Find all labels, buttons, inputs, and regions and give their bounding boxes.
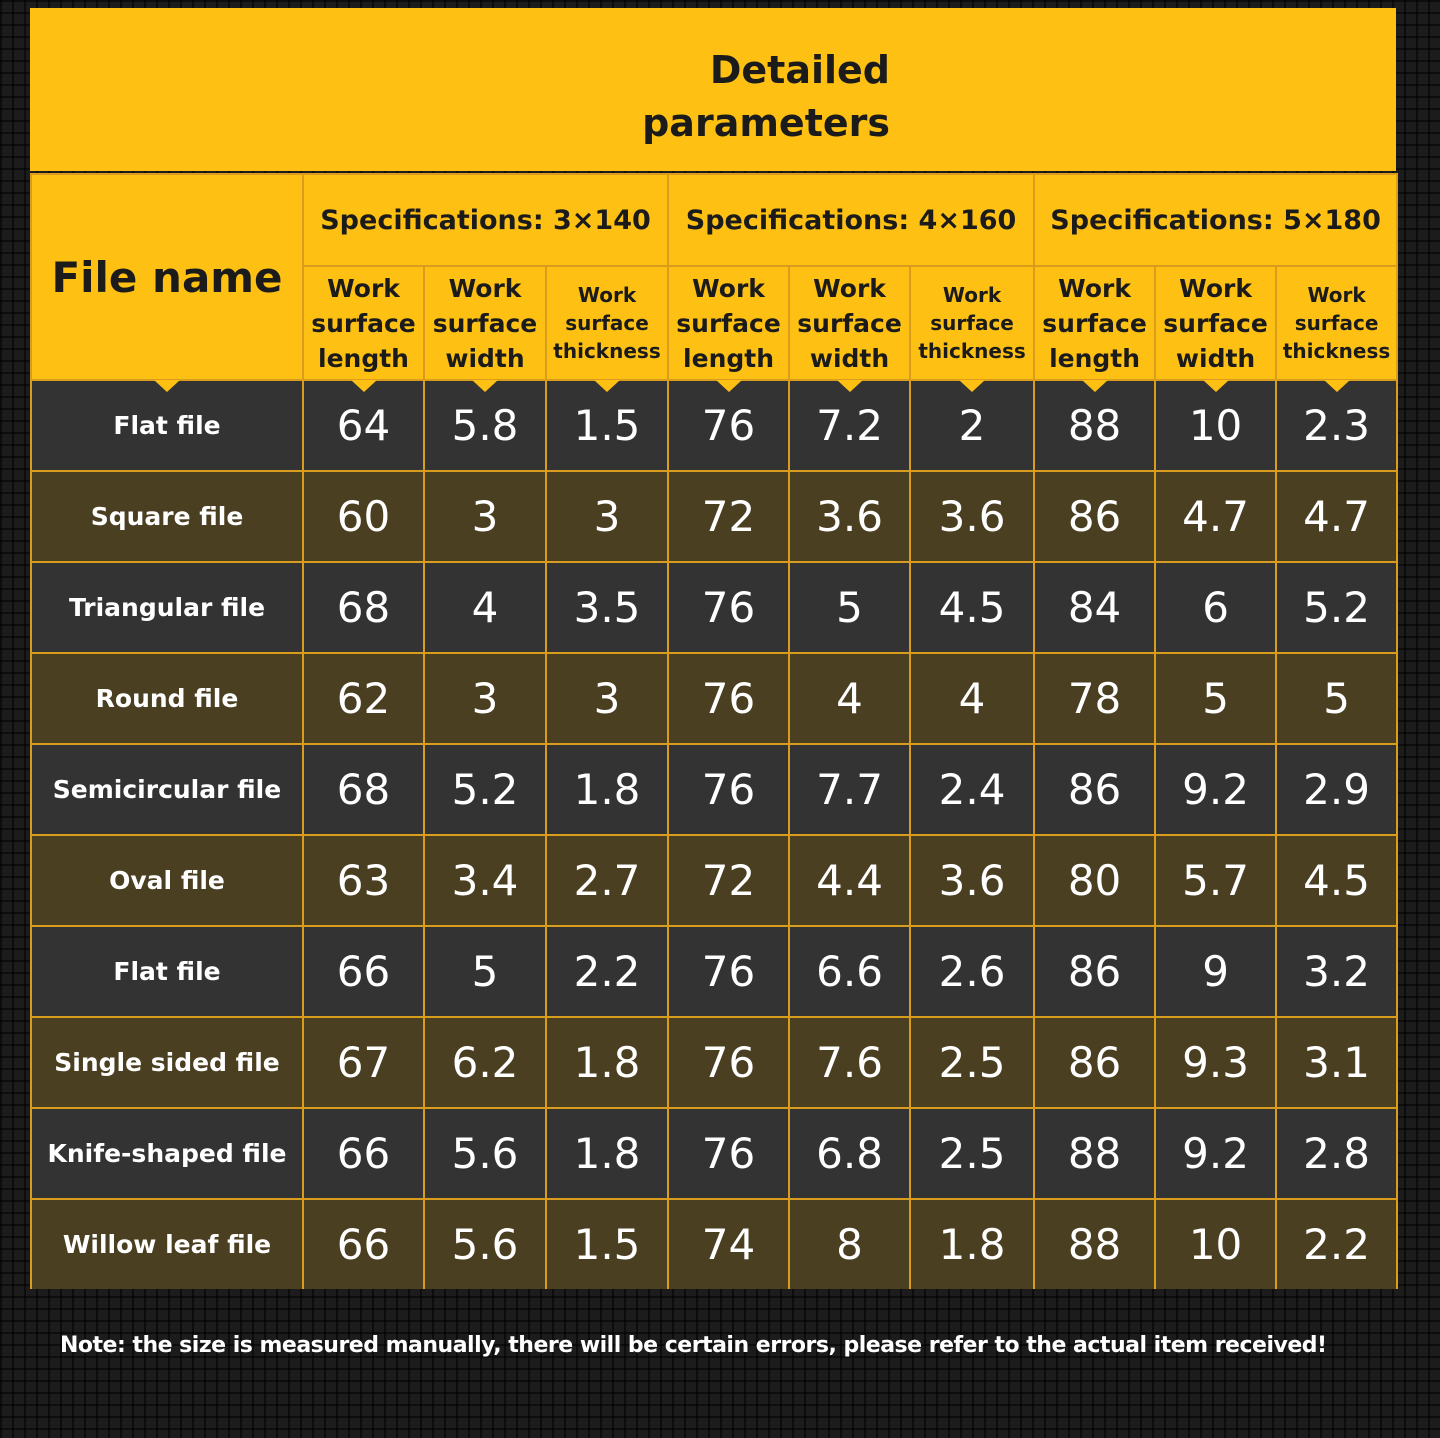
- value-cell: 2.5: [910, 1108, 1034, 1199]
- value-cell: 2.4: [910, 744, 1034, 835]
- table-row: [31, 380, 1397, 471]
- value-cell: 5: [1276, 653, 1397, 744]
- file-name-cell: Oval file: [31, 835, 303, 926]
- value-cell: 80: [1034, 835, 1155, 926]
- header-pointer: [154, 380, 180, 392]
- header-pointer: [472, 380, 498, 392]
- value-cell: 4: [789, 653, 910, 744]
- header-pointer: [716, 380, 742, 392]
- value-cell: 2.2: [1276, 1199, 1397, 1289]
- value-cell: 62: [303, 653, 424, 744]
- measurement-note: Note: the size is measured manually, there will be certain errors, please refer to the actual item received!: [60, 1333, 1327, 1358]
- value-cell: 1.8: [910, 1199, 1034, 1289]
- value-cell: 4.5: [1276, 835, 1397, 926]
- value-cell: 2: [910, 380, 1034, 471]
- value-cell: 86: [1034, 1017, 1155, 1108]
- file-name-cell: Single sided file: [31, 1017, 303, 1108]
- value-cell: 2.7: [546, 835, 668, 926]
- value-cell: 76: [668, 380, 789, 471]
- value-cell: 2.8: [1276, 1108, 1397, 1199]
- value-cell: 66: [303, 926, 424, 1017]
- parameters-table: [30, 173, 1398, 1289]
- value-cell: 4: [424, 562, 546, 653]
- value-cell: 5: [424, 926, 546, 1017]
- table-row: [31, 835, 1397, 926]
- sub-header-thickness: Work surface thickness: [910, 266, 1034, 380]
- value-cell: 6.8: [789, 1108, 910, 1199]
- value-cell: 3.4: [424, 835, 546, 926]
- value-cell: 5.6: [424, 1108, 546, 1199]
- value-cell: 76: [668, 1017, 789, 1108]
- value-cell: 4.7: [1276, 471, 1397, 562]
- header-pointer: [1324, 380, 1350, 392]
- table-row: [31, 471, 1397, 562]
- value-cell: 5: [789, 562, 910, 653]
- header-pointer: [959, 380, 985, 392]
- file-name-cell: Flat file: [31, 380, 303, 471]
- file-name-cell: Flat file: [31, 926, 303, 1017]
- value-cell: 88: [1034, 1199, 1155, 1289]
- value-cell: 86: [1034, 471, 1155, 562]
- value-cell: 3.1: [1276, 1017, 1397, 1108]
- table-row: [31, 744, 1397, 835]
- value-cell: 2.5: [910, 1017, 1034, 1108]
- value-cell: 67: [303, 1017, 424, 1108]
- header-pointer: [1203, 380, 1229, 392]
- value-cell: 86: [1034, 926, 1155, 1017]
- title-band: [30, 8, 1396, 171]
- value-cell: 1.5: [546, 380, 668, 471]
- value-cell: 3: [424, 471, 546, 562]
- value-cell: 1.8: [546, 1108, 668, 1199]
- value-cell: 3.5: [546, 562, 668, 653]
- sub-header-length: Work surface length: [668, 266, 789, 380]
- value-cell: 3.6: [910, 835, 1034, 926]
- value-cell: 4.7: [1155, 471, 1276, 562]
- table-row: [31, 1199, 1397, 1289]
- value-cell: 5.6: [424, 1199, 546, 1289]
- value-cell: 3: [424, 653, 546, 744]
- file-name-cell: Knife-shaped file: [31, 1108, 303, 1199]
- page-title: Detailed parameters: [642, 48, 890, 145]
- value-cell: 76: [668, 653, 789, 744]
- file-name-cell: Willow leaf file: [31, 1199, 303, 1289]
- value-cell: 3: [546, 653, 668, 744]
- value-cell: 10: [1155, 380, 1276, 471]
- value-cell: 78: [1034, 653, 1155, 744]
- value-cell: 1.8: [546, 744, 668, 835]
- spec-header-3x140: Specifications: 3×140: [303, 174, 668, 266]
- value-cell: 66: [303, 1108, 424, 1199]
- value-cell: 74: [668, 1199, 789, 1289]
- value-cell: 2.3: [1276, 380, 1397, 471]
- value-cell: 9.3: [1155, 1017, 1276, 1108]
- value-cell: 7.7: [789, 744, 910, 835]
- value-cell: 6: [1155, 562, 1276, 653]
- file-name-header: [31, 174, 303, 380]
- value-cell: 84: [1034, 562, 1155, 653]
- value-cell: 5.2: [424, 744, 546, 835]
- sub-header-thickness: Work surface thickness: [546, 266, 668, 380]
- value-cell: 8: [789, 1199, 910, 1289]
- value-cell: 76: [668, 1108, 789, 1199]
- value-cell: 76: [668, 562, 789, 653]
- value-cell: 4.5: [910, 562, 1034, 653]
- value-cell: 68: [303, 562, 424, 653]
- value-cell: 68: [303, 744, 424, 835]
- file-name-cell: Semicircular file: [31, 744, 303, 835]
- table-row: [31, 653, 1397, 744]
- value-cell: 4.4: [789, 835, 910, 926]
- file-name-cell: Triangular file: [31, 562, 303, 653]
- sub-header-length: Work surface length: [303, 266, 424, 380]
- table-body: [31, 380, 1397, 1289]
- value-cell: 88: [1034, 380, 1155, 471]
- value-cell: 9: [1155, 926, 1276, 1017]
- value-cell: 3.6: [910, 471, 1034, 562]
- value-cell: 5.8: [424, 380, 546, 471]
- value-cell: 86: [1034, 744, 1155, 835]
- value-cell: 2.9: [1276, 744, 1397, 835]
- value-cell: 76: [668, 926, 789, 1017]
- value-cell: 7.2: [789, 380, 910, 471]
- file-name-cell: Round file: [31, 653, 303, 744]
- table-row: [31, 926, 1397, 1017]
- sub-header-thickness: Work surface thickness: [1276, 266, 1397, 380]
- table-row: [31, 1017, 1397, 1108]
- header-pointer: [594, 380, 620, 392]
- value-cell: 3.6: [789, 471, 910, 562]
- sub-header-width: Work surface width: [1155, 266, 1276, 380]
- value-cell: 2.2: [546, 926, 668, 1017]
- value-cell: 3: [546, 471, 668, 562]
- value-cell: 72: [668, 471, 789, 562]
- table-row: [31, 562, 1397, 653]
- table-row: [31, 1108, 1397, 1199]
- spec-header-row: [31, 174, 1397, 266]
- value-cell: 6.6: [789, 926, 910, 1017]
- spec-header-4x160: Specifications: 4×160: [668, 174, 1034, 266]
- value-cell: 72: [668, 835, 789, 926]
- value-cell: 4: [910, 653, 1034, 744]
- value-cell: 7.6: [789, 1017, 910, 1108]
- value-cell: 2.6: [910, 926, 1034, 1017]
- value-cell: 9.2: [1155, 1108, 1276, 1199]
- value-cell: 1.8: [546, 1017, 668, 1108]
- value-cell: 5.7: [1155, 835, 1276, 926]
- value-cell: 5: [1155, 653, 1276, 744]
- sub-header-width: Work surface width: [424, 266, 546, 380]
- value-cell: 3.2: [1276, 926, 1397, 1017]
- value-cell: 76: [668, 744, 789, 835]
- value-cell: 6.2: [424, 1017, 546, 1108]
- file-name-header-label: File name: [51, 252, 283, 302]
- value-cell: 9.2: [1155, 744, 1276, 835]
- file-name-cell: Square file: [31, 471, 303, 562]
- header-pointer: [351, 380, 377, 392]
- value-cell: 1.5: [546, 1199, 668, 1289]
- value-cell: 60: [303, 471, 424, 562]
- header-pointer: [837, 380, 863, 392]
- header-pointer: [1082, 380, 1108, 392]
- value-cell: 88: [1034, 1108, 1155, 1199]
- sub-header-length: Work surface length: [1034, 266, 1155, 380]
- value-cell: 63: [303, 835, 424, 926]
- value-cell: 66: [303, 1199, 424, 1289]
- value-cell: 64: [303, 380, 424, 471]
- spec-header-5x180: Specifications: 5×180: [1034, 174, 1397, 266]
- sub-header-width: Work surface width: [789, 266, 910, 380]
- value-cell: 10: [1155, 1199, 1276, 1289]
- value-cell: 5.2: [1276, 562, 1397, 653]
